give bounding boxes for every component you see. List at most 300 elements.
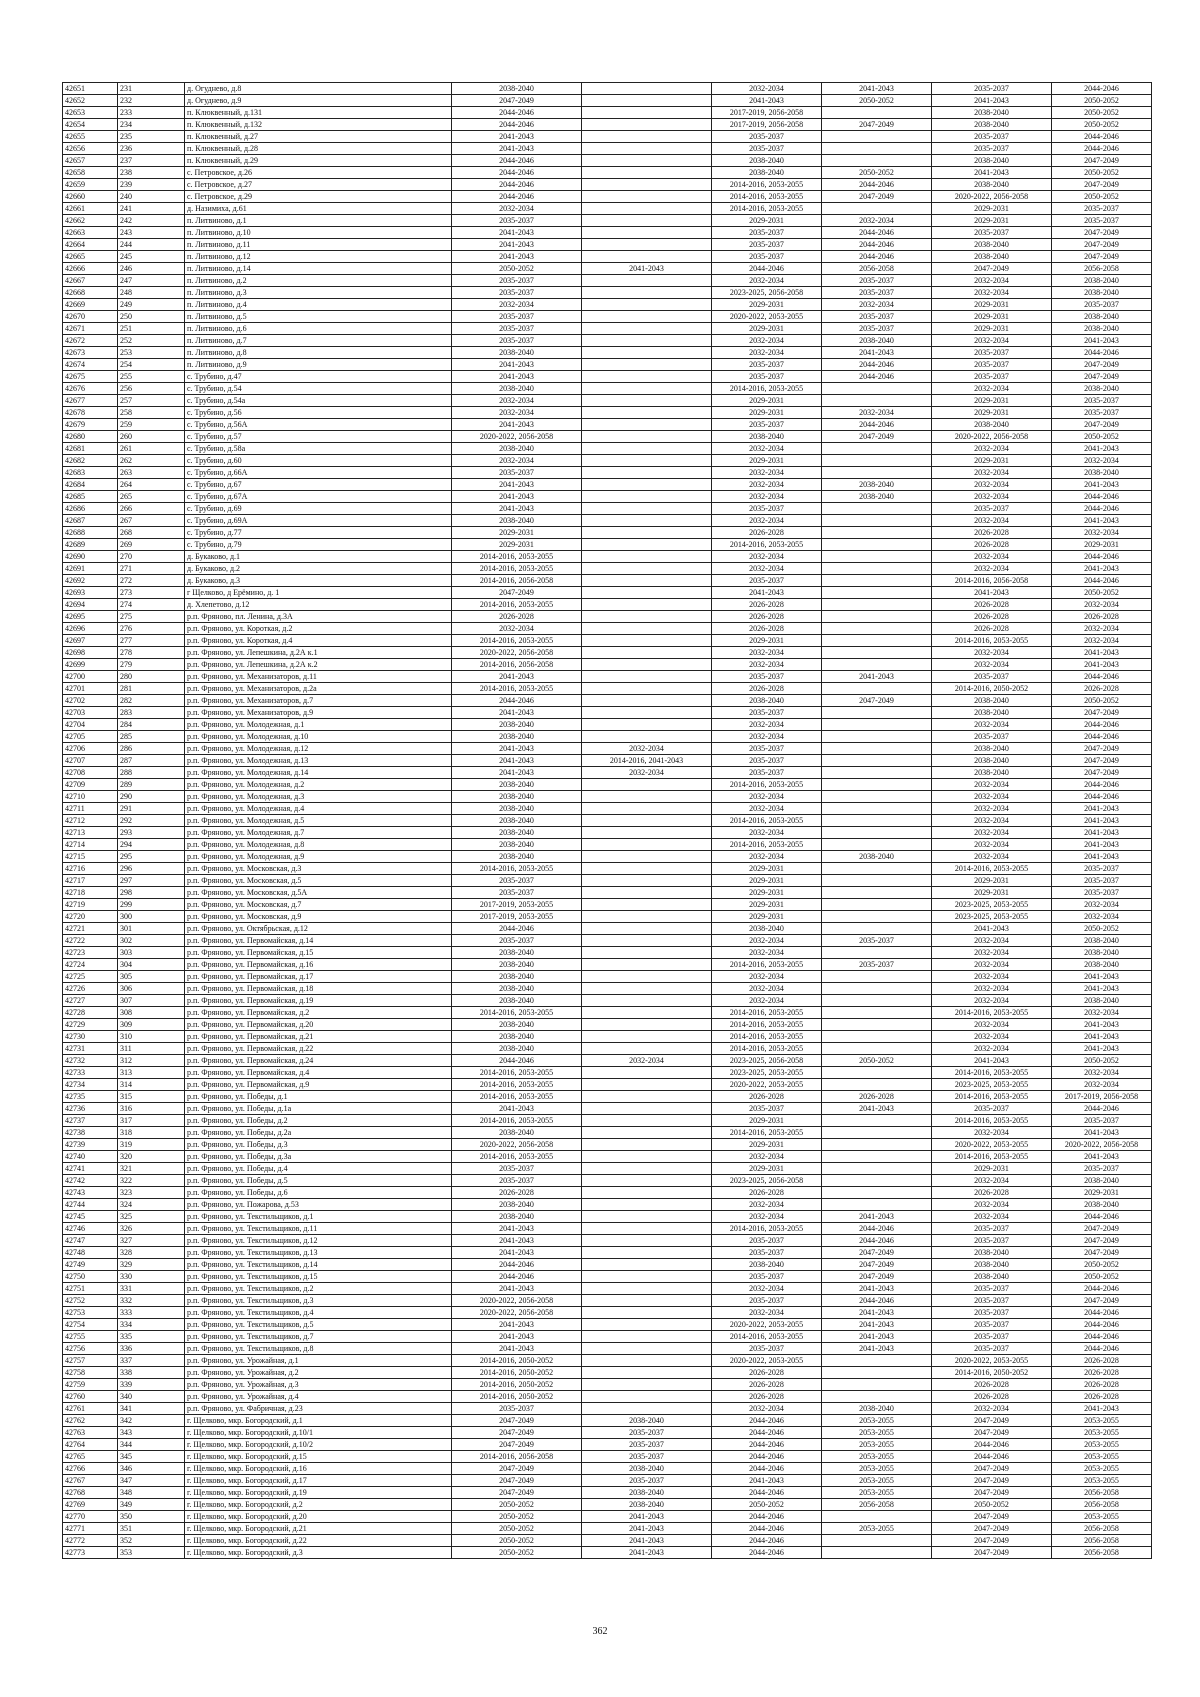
row-number-cell: 257 [118, 395, 185, 407]
period-1-cell: 2041-2043 [452, 1331, 582, 1343]
record-id-cell: 42673 [63, 347, 118, 359]
period-3-cell: 2035-2037 [712, 1103, 822, 1115]
period-6-cell: 2050-2052 [1052, 1055, 1152, 1067]
period-2-cell [582, 275, 712, 287]
period-2-cell [582, 875, 712, 887]
period-4-cell [822, 1199, 932, 1211]
period-3-cell: 2032-2034 [712, 947, 822, 959]
period-3-cell: 2020-2022, 2053-2055 [712, 1355, 822, 1367]
period-4-cell [822, 131, 932, 143]
period-3-cell: 2014-2016, 2053-2055 [712, 1019, 822, 1031]
period-2-cell [582, 611, 712, 623]
record-id-cell: 42748 [63, 1247, 118, 1259]
period-3-cell: 2026-2028 [712, 1367, 822, 1379]
period-3-cell: 2014-2016, 2053-2055 [712, 959, 822, 971]
period-6-cell: 2050-2052 [1052, 167, 1152, 179]
period-3-cell: 2032-2034 [712, 443, 822, 455]
period-3-cell: 2014-2016, 2053-2055 [712, 179, 822, 191]
table-row [63, 1199, 1152, 1211]
period-6-cell: 2017-2019, 2056-2058 [1052, 1091, 1152, 1103]
period-5-cell: 2029-2031 [932, 323, 1052, 335]
period-1-cell: 2014-2016, 2053-2055 [452, 563, 582, 575]
row-number-cell: 318 [118, 1127, 185, 1139]
period-1-cell: 2014-2016, 2053-2055 [452, 1151, 582, 1163]
table-row [63, 899, 1152, 911]
address-cell: р.п. Фряново, ул. Молодежная, д.3 [185, 791, 452, 803]
record-id-cell: 42707 [63, 755, 118, 767]
row-number-cell: 255 [118, 371, 185, 383]
period-1-cell: 2041-2043 [452, 1343, 582, 1355]
period-3-cell: 2035-2037 [712, 767, 822, 779]
period-1-cell: 2044-2046 [452, 923, 582, 935]
table-row [63, 1223, 1152, 1235]
record-id-cell: 42742 [63, 1175, 118, 1187]
row-number-cell: 308 [118, 1007, 185, 1019]
period-6-cell: 2044-2046 [1052, 731, 1152, 743]
period-4-cell: 2053-2055 [822, 1439, 932, 1451]
period-3-cell: 2044-2046 [712, 1487, 822, 1499]
period-3-cell: 2035-2037 [712, 1247, 822, 1259]
period-1-cell: 2050-2052 [452, 1523, 582, 1535]
record-id-cell: 42667 [63, 275, 118, 287]
table-row [63, 635, 1152, 647]
record-id-cell: 42696 [63, 623, 118, 635]
period-2-cell: 2032-2034 [582, 767, 712, 779]
period-1-cell: 2014-2016, 2050-2052 [452, 1379, 582, 1391]
period-3-cell: 2041-2043 [712, 95, 822, 107]
table-body [63, 83, 1152, 1559]
row-number-cell: 240 [118, 191, 185, 203]
row-number-cell: 293 [118, 827, 185, 839]
table-row [63, 467, 1152, 479]
row-number-cell: 289 [118, 779, 185, 791]
period-3-cell: 2014-2016, 2053-2055 [712, 203, 822, 215]
period-4-cell [822, 755, 932, 767]
period-3-cell: 2032-2034 [712, 935, 822, 947]
period-1-cell: 2035-2037 [452, 467, 582, 479]
period-2-cell [582, 335, 712, 347]
period-4-cell [822, 767, 932, 779]
table-row [63, 503, 1152, 515]
period-3-cell: 2029-2031 [712, 899, 822, 911]
record-id-cell: 42714 [63, 839, 118, 851]
period-6-cell: 2056-2058 [1052, 1535, 1152, 1547]
period-5-cell: 2032-2034 [932, 935, 1052, 947]
period-5-cell: 2035-2037 [932, 503, 1052, 515]
record-id-cell: 42670 [63, 311, 118, 323]
period-2-cell: 2035-2037 [582, 1439, 712, 1451]
period-5-cell: 2032-2034 [932, 275, 1052, 287]
period-3-cell: 2044-2046 [712, 1451, 822, 1463]
period-5-cell: 2035-2037 [932, 1331, 1052, 1343]
row-number-cell: 346 [118, 1463, 185, 1475]
period-1-cell: 2047-2049 [452, 1475, 582, 1487]
address-cell: п. Литвиново, д.6 [185, 323, 452, 335]
period-2-cell [582, 815, 712, 827]
record-id-cell: 42716 [63, 863, 118, 875]
period-6-cell: 2035-2037 [1052, 299, 1152, 311]
address-cell: р.п. Фряново, ул. Текстильщиков, д.14 [185, 1259, 452, 1271]
row-number-cell: 292 [118, 815, 185, 827]
period-3-cell: 2035-2037 [712, 359, 822, 371]
record-id-cell: 42698 [63, 647, 118, 659]
table-row [63, 863, 1152, 875]
period-2-cell [582, 1223, 712, 1235]
period-5-cell: 2029-2031 [932, 875, 1052, 887]
row-number-cell: 306 [118, 983, 185, 995]
period-3-cell: 2032-2034 [712, 347, 822, 359]
period-2-cell: 2035-2037 [582, 1427, 712, 1439]
row-number-cell: 282 [118, 695, 185, 707]
period-3-cell: 2026-2028 [712, 599, 822, 611]
period-4-cell: 2047-2049 [822, 1247, 932, 1259]
period-2-cell [582, 1091, 712, 1103]
row-number-cell: 304 [118, 959, 185, 971]
record-id-cell: 42674 [63, 359, 118, 371]
period-6-cell: 2032-2034 [1052, 599, 1152, 611]
table-row [63, 95, 1152, 107]
period-4-cell [822, 1067, 932, 1079]
row-number-cell: 285 [118, 731, 185, 743]
period-3-cell: 2029-2031 [712, 407, 822, 419]
period-6-cell: 2044-2046 [1052, 551, 1152, 563]
address-cell: с. Трубино, д.69А [185, 515, 452, 527]
period-5-cell: 2032-2034 [932, 947, 1052, 959]
period-2-cell [582, 647, 712, 659]
period-6-cell: 2047-2049 [1052, 419, 1152, 431]
address-cell: р.п. Фряново, ул. Молодежная, д.14 [185, 767, 452, 779]
row-number-cell: 340 [118, 1391, 185, 1403]
address-cell: р.п. Фряново, ул. Молодежная, д.5 [185, 815, 452, 827]
record-id-cell: 42661 [63, 203, 118, 215]
table-row [63, 599, 1152, 611]
period-5-cell: 2029-2031 [932, 1163, 1052, 1175]
period-6-cell: 2041-2043 [1052, 515, 1152, 527]
period-2-cell [582, 371, 712, 383]
period-5-cell: 2032-2034 [932, 803, 1052, 815]
period-1-cell: 2047-2049 [452, 1487, 582, 1499]
period-3-cell: 2023-2025, 2056-2058 [712, 287, 822, 299]
period-3-cell: 2032-2034 [712, 659, 822, 671]
period-6-cell: 2047-2049 [1052, 371, 1152, 383]
period-5-cell: 2035-2037 [932, 131, 1052, 143]
period-5-cell: 2032-2034 [932, 839, 1052, 851]
period-6-cell: 2044-2046 [1052, 671, 1152, 683]
period-2-cell [582, 203, 712, 215]
period-2-cell [582, 191, 712, 203]
period-5-cell: 2029-2031 [932, 215, 1052, 227]
period-3-cell: 2029-2031 [712, 395, 822, 407]
period-2-cell [582, 995, 712, 1007]
period-1-cell: 2038-2040 [452, 1211, 582, 1223]
table-row [63, 1055, 1152, 1067]
row-number-cell: 326 [118, 1223, 185, 1235]
period-5-cell: 2032-2034 [932, 1127, 1052, 1139]
row-number-cell: 349 [118, 1499, 185, 1511]
period-1-cell: 2041-2043 [452, 755, 582, 767]
record-id-cell: 42765 [63, 1451, 118, 1463]
table-row [63, 1331, 1152, 1343]
period-6-cell: 2041-2043 [1052, 443, 1152, 455]
period-1-cell: 2029-2031 [452, 539, 582, 551]
period-4-cell: 2047-2049 [822, 431, 932, 443]
period-1-cell: 2038-2040 [452, 815, 582, 827]
period-3-cell: 2026-2028 [712, 1379, 822, 1391]
period-4-cell: 2041-2043 [822, 1307, 932, 1319]
row-number-cell: 313 [118, 1067, 185, 1079]
table-row [63, 1259, 1152, 1271]
table-row [63, 1091, 1152, 1103]
table-row [63, 1043, 1152, 1055]
period-2-cell [582, 431, 712, 443]
address-cell: р.п. Фряново, ул. Короткая, д.2 [185, 623, 452, 635]
record-id-cell: 42697 [63, 635, 118, 647]
period-6-cell: 2035-2037 [1052, 395, 1152, 407]
record-id-cell: 42757 [63, 1355, 118, 1367]
period-5-cell: 2032-2034 [932, 479, 1052, 491]
table-row [63, 995, 1152, 1007]
period-3-cell: 2017-2019, 2056-2058 [712, 107, 822, 119]
record-id-cell: 42671 [63, 323, 118, 335]
period-3-cell: 2014-2016, 2053-2055 [712, 1043, 822, 1055]
period-3-cell: 2032-2034 [712, 479, 822, 491]
period-3-cell: 2035-2037 [712, 1271, 822, 1283]
period-4-cell [822, 683, 932, 695]
row-number-cell: 271 [118, 563, 185, 575]
period-1-cell: 2035-2037 [452, 323, 582, 335]
period-2-cell [582, 167, 712, 179]
period-3-cell: 2026-2028 [712, 623, 822, 635]
record-id-cell: 42725 [63, 971, 118, 983]
period-2-cell [582, 599, 712, 611]
period-4-cell: 2044-2046 [822, 227, 932, 239]
address-cell: р.п. Фряново, ул. Молодежная, д.9 [185, 851, 452, 863]
address-cell: с. Трубино, д.54 [185, 383, 452, 395]
period-3-cell: 2035-2037 [712, 1295, 822, 1307]
period-4-cell [822, 1391, 932, 1403]
period-1-cell: 2038-2040 [452, 779, 582, 791]
period-1-cell: 2026-2028 [452, 611, 582, 623]
record-id-cell: 42741 [63, 1163, 118, 1175]
period-6-cell: 2041-2043 [1052, 971, 1152, 983]
period-5-cell: 2026-2028 [932, 611, 1052, 623]
address-cell: п. Литвиново, д.10 [185, 227, 452, 239]
period-3-cell: 2026-2028 [712, 1187, 822, 1199]
period-6-cell: 2050-2052 [1052, 1271, 1152, 1283]
row-number-cell: 262 [118, 455, 185, 467]
row-number-cell: 280 [118, 671, 185, 683]
period-3-cell: 2014-2016, 2053-2055 [712, 539, 822, 551]
period-6-cell: 2041-2043 [1052, 839, 1152, 851]
record-id-cell: 42727 [63, 995, 118, 1007]
address-cell: р.п. Фряново, ул. Механизаторов, д.7 [185, 695, 452, 707]
period-6-cell: 2050-2052 [1052, 95, 1152, 107]
period-4-cell [822, 635, 932, 647]
address-cell: г Щелково, д Ерёмино, д. 1 [185, 587, 452, 599]
period-2-cell [582, 1019, 712, 1031]
period-4-cell [822, 1535, 932, 1547]
period-6-cell: 2032-2034 [1052, 1079, 1152, 1091]
period-1-cell: 2041-2043 [452, 671, 582, 683]
address-cell: д. Огуднево, д.9 [185, 95, 452, 107]
row-number-cell: 291 [118, 803, 185, 815]
row-number-cell: 275 [118, 611, 185, 623]
period-3-cell: 2032-2034 [712, 335, 822, 347]
period-1-cell: 2041-2043 [452, 503, 582, 515]
period-1-cell: 2014-2016, 2050-2052 [452, 1355, 582, 1367]
table-row [63, 587, 1152, 599]
period-5-cell: 2029-2031 [932, 407, 1052, 419]
table-row [63, 1499, 1152, 1511]
period-3-cell: 2044-2046 [712, 1547, 822, 1559]
period-1-cell: 2044-2046 [452, 695, 582, 707]
row-number-cell: 281 [118, 683, 185, 695]
row-number-cell: 234 [118, 119, 185, 131]
address-cell: с. Трубино, д.54а [185, 395, 452, 407]
period-4-cell [822, 1547, 932, 1559]
row-number-cell: 334 [118, 1319, 185, 1331]
table-row [63, 443, 1152, 455]
period-3-cell: 2032-2034 [712, 647, 822, 659]
row-number-cell: 278 [118, 647, 185, 659]
table-row [63, 1031, 1152, 1043]
period-3-cell: 2032-2034 [712, 731, 822, 743]
period-4-cell [822, 719, 932, 731]
period-1-cell: 2041-2043 [452, 1103, 582, 1115]
period-5-cell: 2014-2016, 2053-2055 [932, 1091, 1052, 1103]
row-number-cell: 270 [118, 551, 185, 563]
period-1-cell: 2035-2037 [452, 875, 582, 887]
address-cell: р.п. Фряново, ул. Молодежная, д.7 [185, 827, 452, 839]
row-number-cell: 266 [118, 503, 185, 515]
period-6-cell: 2041-2043 [1052, 647, 1152, 659]
row-number-cell: 348 [118, 1487, 185, 1499]
address-cell: р.п. Фряново, ул. Победы, д.5 [185, 1175, 452, 1187]
address-cell: г. Щелково, мкр. Богородский, д.15 [185, 1451, 452, 1463]
period-1-cell: 2044-2046 [452, 167, 582, 179]
period-1-cell: 2041-2043 [452, 479, 582, 491]
address-cell: с. Трубино, д.60 [185, 455, 452, 467]
row-number-cell: 343 [118, 1427, 185, 1439]
period-4-cell: 2047-2049 [822, 695, 932, 707]
period-3-cell: 2020-2022, 2053-2055 [712, 1319, 822, 1331]
table-row [63, 479, 1152, 491]
period-4-cell: 2044-2046 [822, 239, 932, 251]
row-number-cell: 235 [118, 131, 185, 143]
schedule-grid [62, 82, 1152, 1559]
table-row [63, 1451, 1152, 1463]
table-row [63, 1403, 1152, 1415]
period-1-cell: 2014-2016, 2053-2055 [452, 635, 582, 647]
period-5-cell: 2047-2049 [932, 263, 1052, 275]
period-1-cell: 2041-2043 [452, 767, 582, 779]
period-2-cell [582, 287, 712, 299]
period-5-cell: 2038-2040 [932, 1247, 1052, 1259]
address-cell: р.п. Фряново, ул. Победы, д.2а [185, 1127, 452, 1139]
address-cell: р.п. Фряново, ул. Лепешкина, д.2А к.1 [185, 647, 452, 659]
record-id-cell: 42700 [63, 671, 118, 683]
period-5-cell: 2020-2022, 2053-2055 [932, 1355, 1052, 1367]
address-cell: п. Литвиново, д.5 [185, 311, 452, 323]
period-4-cell: 2053-2055 [822, 1463, 932, 1475]
record-id-cell: 42743 [63, 1187, 118, 1199]
table-row [63, 887, 1152, 899]
address-cell: р.п. Фряново, ул. Молодежная, д.2 [185, 779, 452, 791]
period-5-cell: 2050-2052 [932, 1499, 1052, 1511]
period-3-cell: 2044-2046 [712, 1415, 822, 1427]
record-id-cell: 42752 [63, 1295, 118, 1307]
address-cell: п. Литвиново, д.3 [185, 287, 452, 299]
address-cell: р.п. Фряново, ул. Текстильщиков, д.11 [185, 1223, 452, 1235]
period-6-cell: 2029-2031 [1052, 1187, 1152, 1199]
period-5-cell: 2032-2034 [932, 1019, 1052, 1031]
record-id-cell: 42657 [63, 155, 118, 167]
row-number-cell: 241 [118, 203, 185, 215]
period-2-cell [582, 131, 712, 143]
period-2-cell [582, 323, 712, 335]
period-6-cell: 2041-2043 [1052, 803, 1152, 815]
period-6-cell: 2041-2043 [1052, 815, 1152, 827]
table-row [63, 743, 1152, 755]
table-row [63, 1307, 1152, 1319]
period-5-cell: 2026-2028 [932, 1391, 1052, 1403]
period-3-cell: 2032-2034 [712, 83, 822, 95]
period-1-cell: 2041-2043 [452, 419, 582, 431]
period-4-cell: 2032-2034 [822, 215, 932, 227]
row-number-cell: 342 [118, 1415, 185, 1427]
address-cell: г. Щелково, мкр. Богородский, д.1 [185, 1415, 452, 1427]
period-3-cell: 2029-2031 [712, 911, 822, 923]
period-3-cell: 2035-2037 [712, 371, 822, 383]
period-5-cell: 2032-2034 [932, 779, 1052, 791]
record-id-cell: 42749 [63, 1259, 118, 1271]
period-6-cell: 2038-2040 [1052, 995, 1152, 1007]
period-5-cell: 2014-2016, 2053-2055 [932, 1151, 1052, 1163]
period-3-cell: 2014-2016, 2053-2055 [712, 1223, 822, 1235]
period-1-cell: 2032-2034 [452, 455, 582, 467]
period-1-cell: 2044-2046 [452, 1259, 582, 1271]
period-3-cell: 2029-2031 [712, 1139, 822, 1151]
record-id-cell: 42773 [63, 1547, 118, 1559]
period-2-cell [582, 1379, 712, 1391]
period-4-cell [822, 623, 932, 635]
period-1-cell: 2014-2016, 2056-2058 [452, 1451, 582, 1463]
period-6-cell: 2047-2049 [1052, 1295, 1152, 1307]
period-2-cell [582, 983, 712, 995]
record-id-cell: 42683 [63, 467, 118, 479]
period-5-cell: 2038-2040 [932, 239, 1052, 251]
period-1-cell: 2020-2022, 2056-2058 [452, 1139, 582, 1151]
row-number-cell: 239 [118, 179, 185, 191]
record-id-cell: 42763 [63, 1427, 118, 1439]
table-row [63, 1295, 1152, 1307]
period-1-cell: 2014-2016, 2050-2052 [452, 1367, 582, 1379]
address-cell: р.п. Фряново, пл. Ленина, д.3А [185, 611, 452, 623]
row-number-cell: 259 [118, 419, 185, 431]
record-id-cell: 42768 [63, 1487, 118, 1499]
address-cell: р.п. Фряново, ул. Октябрьская, д.12 [185, 923, 452, 935]
table-row [63, 1235, 1152, 1247]
period-4-cell: 2044-2046 [822, 359, 932, 371]
period-3-cell: 2029-2031 [712, 455, 822, 467]
period-6-cell: 2044-2046 [1052, 1319, 1152, 1331]
period-1-cell: 2014-2016, 2053-2055 [452, 1079, 582, 1091]
period-3-cell: 2014-2016, 2053-2055 [712, 839, 822, 851]
record-id-cell: 42754 [63, 1319, 118, 1331]
period-6-cell: 2029-2031 [1052, 539, 1152, 551]
address-cell: р.п. Фряново, ул. Победы, д.6 [185, 1187, 452, 1199]
table-row [63, 1391, 1152, 1403]
